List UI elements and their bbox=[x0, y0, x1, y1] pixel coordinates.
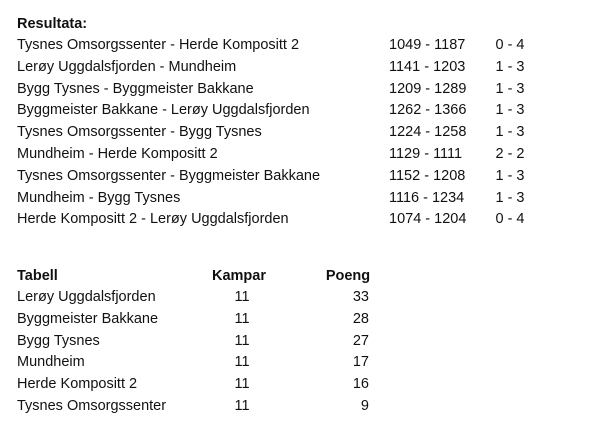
match-points: 1049 - 1187 bbox=[389, 37, 466, 53]
team-matches: 11 bbox=[234, 289, 250, 305]
match-sets: 1 - 3 bbox=[495, 124, 525, 141]
team-points: 27 bbox=[352, 332, 369, 349]
result-row bbox=[17, 209, 597, 231]
result-row bbox=[17, 122, 597, 144]
header-points: Poeng bbox=[325, 268, 371, 284]
result-row bbox=[17, 188, 597, 210]
standings-body bbox=[17, 287, 417, 418]
match-points: 1152 - 1208 bbox=[389, 167, 466, 184]
standings-row bbox=[17, 331, 417, 353]
standings-header-row bbox=[17, 265, 417, 287]
team-points: 9 bbox=[360, 397, 369, 414]
standings-row bbox=[17, 287, 417, 309]
match-sets: 2 - 2 bbox=[495, 145, 525, 162]
team-matches: 11 bbox=[234, 376, 250, 393]
match-name: Mundheim - Herde Kompositt 2 bbox=[17, 145, 218, 162]
results-section bbox=[17, 13, 597, 231]
match-sets: 0 - 4 bbox=[495, 37, 525, 53]
standings-row bbox=[17, 396, 417, 418]
results-heading: Resultata: bbox=[17, 16, 88, 32]
match-name: Mundheim - Bygg Tysnes bbox=[17, 189, 181, 206]
match-sets: 1 - 3 bbox=[495, 102, 525, 119]
standings-row bbox=[17, 309, 417, 331]
match-name: Byggmeister Bakkane - Lerøy Uggdalsfjorden bbox=[17, 102, 310, 119]
team-name: Bygg Tysnes bbox=[17, 332, 100, 349]
match-points: 1116 - 1234 bbox=[389, 189, 465, 206]
team-points: 28 bbox=[352, 310, 369, 327]
result-row bbox=[17, 100, 597, 122]
match-points: 1224 - 1258 bbox=[389, 124, 467, 141]
match-sets: 1 - 3 bbox=[495, 80, 525, 97]
results-list bbox=[17, 35, 597, 231]
header-matches: Kampar bbox=[212, 268, 266, 284]
match-name: Tysnes Omsorgssenter - Bygg Tysnes bbox=[17, 124, 262, 141]
result-row bbox=[17, 35, 597, 57]
match-name: Bygg Tysnes - Byggmeister Bakkane bbox=[17, 80, 254, 97]
match-points: 1262 - 1366 bbox=[389, 102, 467, 119]
match-name: Lerøy Uggdalsfjorden - Mundheim bbox=[17, 58, 237, 75]
team-matches: 11 bbox=[234, 397, 250, 414]
team-points: 17 bbox=[352, 354, 369, 371]
standings-row bbox=[17, 352, 417, 374]
match-sets: 1 - 3 bbox=[495, 58, 525, 75]
team-name: Byggmeister Bakkane bbox=[17, 310, 159, 327]
match-sets: 1 - 3 bbox=[495, 189, 525, 206]
result-row bbox=[17, 166, 597, 188]
match-points: 1141 - 1203 bbox=[389, 58, 466, 75]
team-name: Mundheim bbox=[17, 354, 85, 371]
result-row bbox=[17, 79, 597, 101]
result-row bbox=[17, 144, 597, 166]
match-name: Tysnes Omsorgssenter - Byggmeister Bakkane bbox=[17, 167, 321, 184]
team-matches: 11 bbox=[234, 354, 250, 371]
team-name: Herde Kompositt 2 bbox=[17, 376, 138, 393]
match-name: Tysnes Omsorgssenter - Herde Kompositt 2 bbox=[17, 37, 300, 53]
team-name: Lerøy Uggdalsfjorden bbox=[17, 289, 156, 305]
match-sets: 1 - 3 bbox=[495, 167, 525, 184]
team-name: Tysnes Omsorgssenter bbox=[17, 397, 167, 414]
match-points: 1074 - 1204 bbox=[389, 211, 467, 228]
match-sets: 0 - 4 bbox=[495, 211, 525, 228]
team-points: 16 bbox=[352, 376, 369, 393]
match-points: 1129 - 1111 bbox=[389, 145, 463, 162]
header-team: Tabell bbox=[17, 268, 58, 284]
standings-row bbox=[17, 374, 417, 396]
standings-table bbox=[17, 265, 417, 418]
match-name: Herde Kompositt 2 - Lerøy Uggdalsfjorden bbox=[17, 211, 289, 228]
team-points: 33 bbox=[352, 289, 369, 305]
team-matches: 11 bbox=[234, 332, 250, 349]
match-points: 1209 - 1289 bbox=[389, 80, 467, 97]
result-row bbox=[17, 57, 597, 79]
team-matches: 11 bbox=[234, 310, 250, 327]
